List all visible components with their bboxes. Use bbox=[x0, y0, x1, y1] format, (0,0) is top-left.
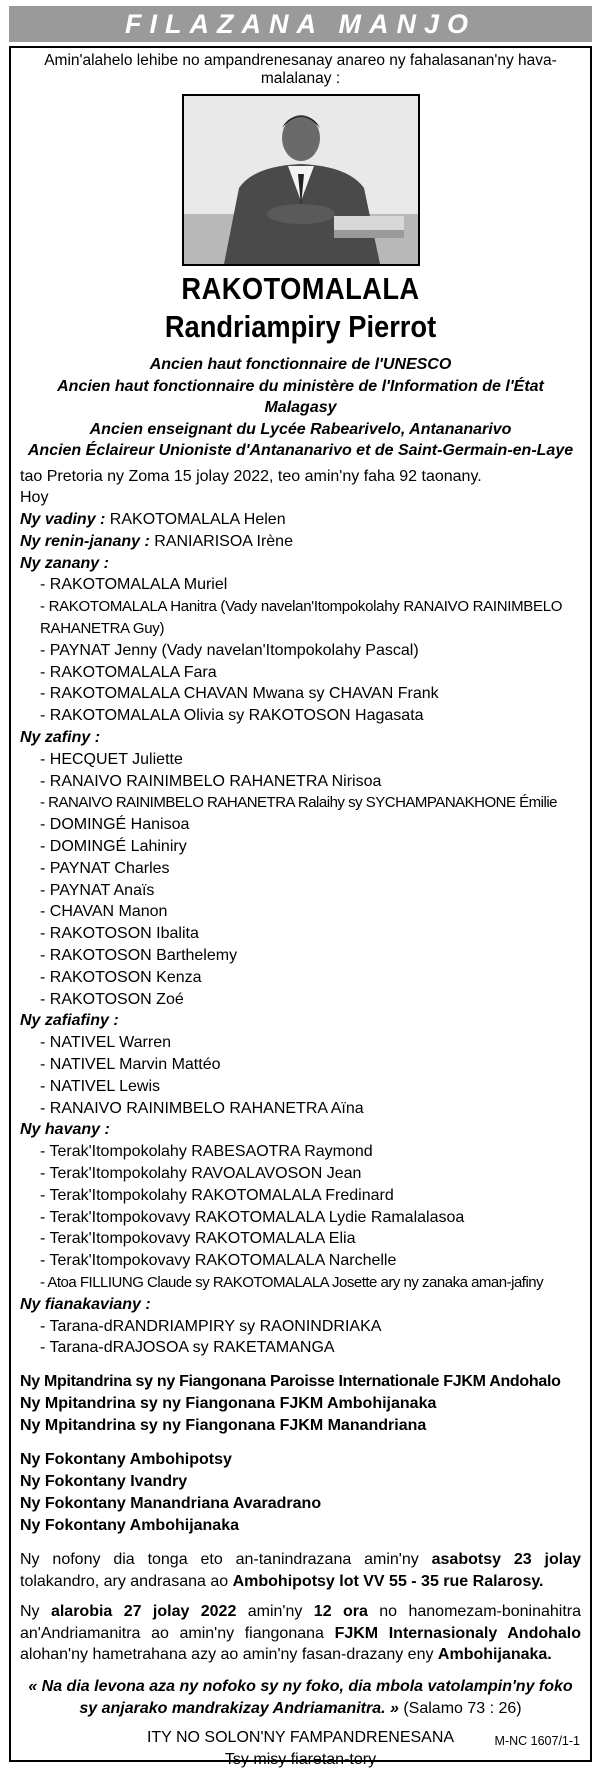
ceremony-date: alarobia 27 jolay 2022 bbox=[50, 1602, 237, 1620]
fokontany-line: Ny Fokontany Ambohijanaka bbox=[20, 1517, 239, 1535]
list-item: - Terak'Itompokovavy RAKOTOMALALA Lydie Ramalalasoa bbox=[40, 1208, 465, 1226]
arrival-date: asabotsy 23 jolay bbox=[431, 1551, 581, 1569]
list-item: - NATIVEL Marvin Mattéo bbox=[40, 1056, 221, 1074]
church-line: Ny Mpitandrina sy ny Fiangonana FJKM Ambohijanaka bbox=[20, 1395, 437, 1413]
banner-title: FILAZANA MANJO bbox=[9, 6, 592, 42]
list-item: - PAYNAT Anaïs bbox=[40, 881, 155, 899]
list-item: - RAKOTOMALALA Fara bbox=[40, 663, 217, 681]
mother-value: RANIARISOA Irène bbox=[149, 532, 293, 550]
list-item: - Terak'Itompokovavy RAKOTOMALALA Elia bbox=[40, 1230, 356, 1248]
relatives-label: Ny havany : bbox=[20, 1121, 110, 1139]
mother-of-children-line bbox=[20, 531, 581, 553]
list-item: - Terak'Itompokolahy RAKOTOMALALA Fredinard bbox=[40, 1186, 394, 1204]
arrival-paragraph bbox=[20, 1549, 581, 1593]
arrival-text: Ny nofony dia tonga eto an-tanindrazana amin'ny bbox=[20, 1551, 432, 1569]
deceased-surname: RAKOTOMALALA bbox=[181, 271, 420, 306]
reference-code: M-NC 1607/1-1 bbox=[494, 1734, 580, 1748]
closing-line: ITY NO SOLON'NY FAMPANDRENESANA bbox=[146, 1729, 455, 1747]
list-item: - Tarana-dRANDRIAMPIRY sy RAONINDRIAKA bbox=[40, 1317, 382, 1335]
title-line: Ancien haut fonctionnaire de l'UNESCO bbox=[149, 356, 452, 373]
list-item: - Terak'Itompokolahy RABESAOTRA Raymond bbox=[40, 1143, 373, 1161]
ceremony-paragraph bbox=[20, 1601, 581, 1666]
list-item: - PAYNAT Charles bbox=[40, 859, 170, 877]
death-line: tao Pretoria ny Zoma 15 jolay 2022, teo amin'ny faha 92 taonany. bbox=[20, 467, 482, 485]
spouse-value: RAKOTOMALALA Helen bbox=[105, 511, 286, 529]
list-item: - Atoa FILLIUNG Claude sy RAKOTOMALALA Josette ary ny zanaka aman-jafiny bbox=[40, 1273, 544, 1291]
ceremony-text: no hanomezam-boninahitra an'Andriamanitra ao amin'ny fiangonana bbox=[20, 1602, 582, 1642]
portrait-illustration bbox=[184, 96, 418, 264]
family-list bbox=[20, 466, 581, 1360]
mother-label: Ny renin-janany : bbox=[20, 532, 150, 550]
list-item: - RAKOTOSON Zoé bbox=[40, 990, 184, 1008]
list-item: - RAKOTOMALALA Muriel bbox=[40, 576, 228, 594]
notice-frame bbox=[9, 46, 592, 1768]
fokontany-line: Ny Fokontany Ivandry bbox=[20, 1473, 188, 1491]
list-item: - RAKOTOMALALA Hanitra (Vady navelan'Itompokolahy RANAIVO RAINIMBELO RAHANETRA Guy) bbox=[40, 598, 563, 638]
list-item: - NATIVEL Warren bbox=[40, 1034, 171, 1052]
list-item: - CHAVAN Manon bbox=[40, 903, 168, 921]
list-item: - DOMINGÉ Hanisoa bbox=[40, 816, 190, 834]
title-line: Ancien Éclaireur Unioniste d'Antananarivo et de Saint-Germain-en-Laye bbox=[27, 442, 574, 459]
list-item: - RAKOTOMALALA CHAVAN Mwana sy CHAVAN Frank bbox=[40, 685, 439, 703]
spouse-label: Ny vadiny : bbox=[20, 511, 106, 529]
ceremony-time: 12 ora bbox=[313, 1602, 368, 1620]
arrival-text: tolakandro, ary andrasana ao bbox=[20, 1572, 233, 1590]
fokontany-block bbox=[20, 1449, 581, 1537]
list-item: - RANAIVO RAINIMBELO RAHANETRA Nirisoa bbox=[40, 772, 382, 790]
list-item: - RAKOTOSON Barthelemy bbox=[40, 947, 238, 965]
list-item: - Tarana-dRAJOSOA sy RAKETAMANGA bbox=[40, 1339, 335, 1357]
list-item: - PAYNAT Jenny (Vady navelan'Itompokolahy Pascal) bbox=[40, 641, 419, 659]
bible-quote bbox=[20, 1676, 581, 1719]
burial-place: Ambohijanaka. bbox=[437, 1646, 552, 1664]
list-item: - Terak'Itompokolahy RAVOALAVOSON Jean bbox=[40, 1165, 362, 1182]
children-label: Ny zanany : bbox=[20, 554, 109, 572]
list-item: - RAKOTOSON Ibalita bbox=[40, 925, 199, 943]
family-label: Ny fianakaviany : bbox=[20, 1295, 151, 1313]
arrival-address: Ambohipotsy lot VV 55 - 35 rue Ralarosy. bbox=[232, 1572, 544, 1590]
church-line: Ny Mpitandrina sy ny Fiangonana Paroisse Internationale FJKM Andohalo bbox=[20, 1373, 561, 1391]
fokontany-line: Ny Fokontany Ambohipotsy bbox=[20, 1451, 232, 1469]
list-item: - NATIVEL Lewis bbox=[40, 1077, 161, 1095]
church-line: Ny Mpitandrina sy ny Fiangonana FJKM Manandriana bbox=[20, 1417, 427, 1435]
list-item: - RAKOTOMALALA Olivia sy RAKOTOSON Hagasata bbox=[40, 707, 424, 725]
quote-text: « Na dia levona aza ny nofoko sy ny foko, dia mbola vatolampin'ny foko sy anjarako mandrakizay Andriamanitra. » bbox=[28, 1678, 573, 1717]
ceremony-church: FJKM Internasionaly Andohalo bbox=[334, 1624, 582, 1642]
portrait-photo bbox=[182, 94, 420, 266]
list-item: - RAKOTOSON Kenza bbox=[40, 968, 202, 986]
list-item: - RANAIVO RAINIMBELO RAHANETRA Aïna bbox=[40, 1099, 364, 1117]
list-item: - HECQUET Juliette bbox=[40, 750, 183, 768]
closing-line: Tsy misy fiaretan-tory bbox=[224, 1750, 377, 1768]
great-grandchildren-label: Ny zafiafiny : bbox=[20, 1012, 119, 1030]
list-item: - RANAIVO RAINIMBELO RAHANETRA Ralaihy sy SYCHAMPANAKHONE Émilie bbox=[40, 794, 558, 812]
list-item: - Terak'Itompokovavy RAKOTOMALALA Narchelle bbox=[40, 1252, 397, 1270]
title-line: Ancien enseignant du Lycée Rabearivelo, Antananarivo bbox=[89, 420, 512, 438]
churches-block bbox=[20, 1371, 581, 1437]
ceremony-text: amin'ny bbox=[236, 1602, 314, 1620]
quote-reference: (Salamo 73 : 26) bbox=[398, 1699, 522, 1717]
deceased-given-name: Randriampiry Pierrot bbox=[164, 309, 437, 344]
spouse-line bbox=[20, 509, 581, 531]
titles-block bbox=[20, 354, 581, 462]
grandchildren-label: Ny zafiny : bbox=[20, 729, 101, 747]
ceremony-text: Ny bbox=[20, 1602, 51, 1620]
title-line: Ancien haut fonctionnaire du ministère de l'Information de l'État Malagasy bbox=[57, 377, 544, 416]
ceremony-text: alohan'ny hametrahana azy ao amin'ny fasan-drazany eny bbox=[20, 1646, 438, 1664]
intro-text: Amin'alahelo lehibe no ampandrenesanay anareo ny fahalasanan'ny hava-malalanay : bbox=[44, 52, 557, 87]
list-item: - DOMINGÉ Lahiniry bbox=[40, 838, 187, 856]
fokontany-line: Ny Fokontany Manandriana Avaradrano bbox=[20, 1495, 322, 1513]
hoy-line: Hoy bbox=[20, 489, 49, 507]
